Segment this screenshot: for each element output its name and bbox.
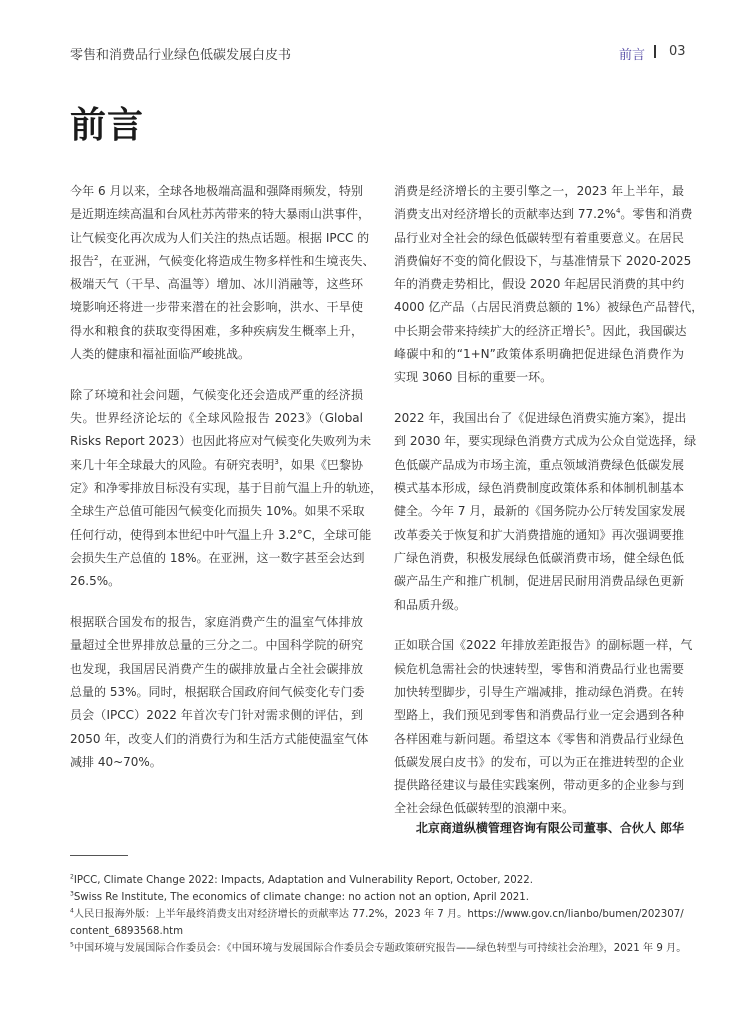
text-line: 低碳发展白皮书》的发布，可以为正在推进转型的企业	[394, 754, 684, 769]
text-line: 除了环境和社会问题，气候变化还会造成严重的经济损	[70, 387, 363, 402]
author-signature: 北京商道纵横管理咨询有限公司董事、合伙人 郎华	[415, 821, 684, 835]
page-number: 03	[669, 44, 686, 59]
text-line: 量超过全世界排放总量的三分之二。中国科学院的研究	[70, 638, 363, 653]
paragraph	[394, 634, 693, 820]
text-line: 候危机急需社会的快速转型，零售和消费品行业也需要	[394, 661, 684, 676]
text-line: 峰碳中和的“1+N”政策体系明确把促进绿色消费作为	[394, 347, 684, 362]
text-line: 总量的 53%。同时，根据联合国政府间气候变化专门委	[70, 684, 365, 699]
paragraph	[394, 180, 704, 390]
text-line: 加快转型脚步，引导生产端减排，推动绿色消费。在转	[394, 684, 684, 699]
text-line: 全社会绿色低碳转型的浪潮中来。	[394, 801, 575, 816]
text-line: 到 2030 年，要实现绿色消费方式成为公众自觉选择，绿	[394, 434, 697, 449]
text-line: 年的消费走势相比，假设 2020 年起居民消费的其中约	[394, 277, 685, 292]
text-line: 2050 年，改变人们的消费行为和生活方式能使温室气体	[70, 731, 369, 746]
text-line: 消费偏好不变的简化假设下，与基准情景下 2020-2025	[394, 253, 692, 268]
text-line: 来几十年全球最大的风险。有研究表明$^3$，如果《巴黎协	[70, 457, 363, 472]
paragraph	[70, 384, 383, 594]
text-line: 改革委关于恢复和扩大消费措施的通知》再次强调要推	[394, 527, 684, 542]
text-line: 也发现，我国居民消费产生的碳排放量占全社会碳排放	[70, 661, 363, 676]
text-line: 模式基本形成，绿色消费制度政策体系和体制机制基本	[394, 481, 684, 496]
text-line: 任何行动，使得到本世纪中叶气温上升 3.2°C，全球可能	[70, 527, 372, 542]
text-line: 失。世界经济论坛的《全球风险报告 2023》（Global	[70, 411, 363, 426]
text-line: 和品质升级。	[394, 597, 467, 612]
text-line: 正如联合国《2022 年排放差距报告》的副标题一样，气	[394, 638, 693, 653]
text-line: 提供路径建议与最佳实践案例，带动更多的企业参与到	[394, 778, 684, 793]
text-line: 型路上，我们预见到零售和消费品行业一定会遇到各种	[394, 708, 684, 723]
text-line: 报告$^2$，在亚洲，气候变化将造成生物多样性和生境丧失、	[70, 253, 375, 268]
text-line: 4000 亿产品（占居民消费总额的 1%）被绿色产品替代，	[394, 300, 704, 315]
text-line: 2022 年，我国出台了《促进绿色消费实施方案》，提出	[394, 411, 687, 426]
footnote: $^5$中国环境与发展国际合作委员会：《中国环境与发展国际合作委员会专题政策研究报告——绿色转型与可持续社会治理》，2021 年 9 月。	[70, 941, 687, 954]
text-line: 极端天气（干旱、高温等）增加、冰川消融等，这些环	[70, 277, 363, 292]
text-line: 全球生产总值可能因气候变化而损失 10%。如果不采取	[70, 504, 365, 519]
paragraph	[70, 611, 369, 774]
text-line: 广绿色消费，积极发展绿色低碳消费市场，健全绿色低	[394, 550, 684, 565]
left-column	[70, 180, 383, 792]
text-line: 人类的健康和福祉面临严峻挑战。	[70, 347, 251, 362]
footnote-rule	[70, 855, 128, 856]
paragraph	[394, 407, 697, 617]
text-line: 消费支出对经济增长的贡献率达到 77.2%$^4$。零售和消费	[394, 207, 693, 222]
text-line: 员会（IPCC）2022 年首次专门针对需求侧的评估，到	[70, 708, 363, 723]
text-line: 各样困难与新问题。希望这本《零售和消费品行业绿色	[394, 731, 684, 746]
text-line: Risks Report 2023）也因此将应对气候变化失败列为未	[70, 434, 372, 449]
text-line: 色低碳产品成为市场主流，重点领域消费绿色低碳发展	[394, 457, 684, 472]
running-header-section: 前言	[619, 48, 646, 63]
text-line: 会损失生产总值的 18%。在亚洲，这一数字甚至会达到	[70, 550, 365, 565]
footnotes	[70, 872, 687, 957]
text-line: 减排 40~70%。	[70, 754, 162, 769]
text-line: 得水和粮食的获取变得困难，多种疾病发生概率上升，	[70, 323, 363, 338]
footnote: $^2$IPCC, Climate Change 2022: Impacts, Adaptation and Vulnerability Report, October, 2022.	[70, 873, 533, 886]
text-line: 碳产品生产和推广机制，促进居民耐用消费品绿色更新	[394, 574, 684, 589]
page-title: 前言	[70, 105, 145, 146]
right-column	[394, 180, 704, 838]
text-line: 健全。今年 7 月，最新的《国务院办公厅转发国家发展	[394, 504, 686, 519]
text-line: 中长期会带来持续扩大的经济正增长$^5$。因此，我国碳达	[394, 323, 687, 338]
text-line: 26.5%。	[70, 574, 121, 589]
text-line: 让气候变化再次成为人们关注的热点话题。根据 IPCC 的	[70, 230, 370, 245]
text-line: 实现 3060 目标的重要一环。	[394, 370, 553, 385]
text-line: 境影响还将进一步带来潜在的社会影响，洪水、干旱使	[70, 300, 363, 315]
text-line: 根据联合国发布的报告，家庭消费产生的温室气体排放	[70, 615, 363, 630]
text-line: 定》和净零排放目标没有实现，基于目前气温上升的轨迹，	[70, 481, 383, 496]
text-line: 今年 6 月以来，全球各地极端高温和强降雨频发，特别	[70, 184, 363, 198]
text-line: 是近期连续高温和台风杜苏芮带来的特大暴雨山洪事件，	[70, 207, 371, 222]
header-divider	[654, 45, 656, 58]
paragraph	[70, 180, 375, 366]
text-line: 消费是经济增长的主要引擎之一，2023 年上半年，最	[394, 184, 684, 198]
footnote: content_6893568.htm	[70, 926, 184, 937]
footnote: $^3$Swiss Re Institute, The economics of climate change: no action not an option, April 2021.	[70, 890, 530, 903]
footnote: $^4$人民日报海外版：上半年最终消费支出对经济增长的贡献率达 77.2%，2023 年 7 月。https://www.gov.cn/lianbo/bumen/202307/	[70, 907, 684, 920]
text-line: 品行业对全社会的绿色低碳转型有着重要意义。在居民	[394, 230, 684, 245]
running-header-title: 零售和消费品行业绿色低碳发展白皮书	[70, 48, 292, 63]
